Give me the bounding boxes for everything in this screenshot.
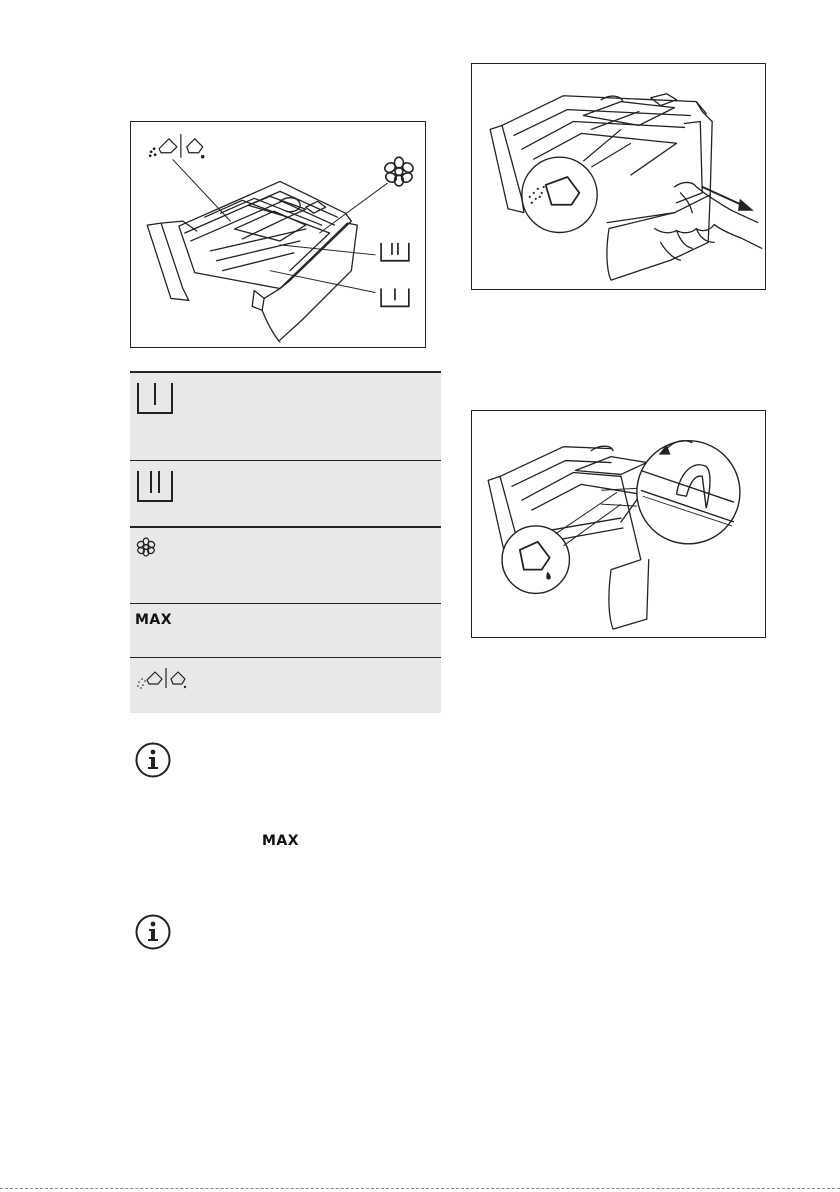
softener-compartment-icon: [135, 536, 157, 558]
pull-out-drawing: [472, 64, 765, 289]
max-level-label: MAX: [135, 612, 173, 628]
pull-out-dispenser-figure: [471, 63, 766, 290]
legend-row-flap: [130, 657, 441, 713]
main-wash-compartment-icon: [135, 469, 177, 505]
compartment-legend-table: [130, 371, 441, 713]
flap-position-figure: [471, 410, 766, 638]
page-edge-divider: [0, 1188, 840, 1189]
legend-row-softener: [130, 526, 441, 603]
legend-row-prewash: [130, 373, 441, 460]
flap-drawing: [472, 411, 765, 637]
legend-row-max: [130, 603, 441, 657]
max-level-marker: MAX: [262, 833, 300, 849]
prewash-compartment-icon: [135, 381, 177, 417]
legend-row-main-wash: [130, 460, 441, 526]
powder-liquid-flap-icon: [135, 666, 191, 690]
info-icon: [134, 913, 172, 951]
dispenser-compartments-figure: [130, 121, 426, 348]
info-icon: [134, 741, 172, 779]
dispenser-drawing: [131, 122, 425, 347]
